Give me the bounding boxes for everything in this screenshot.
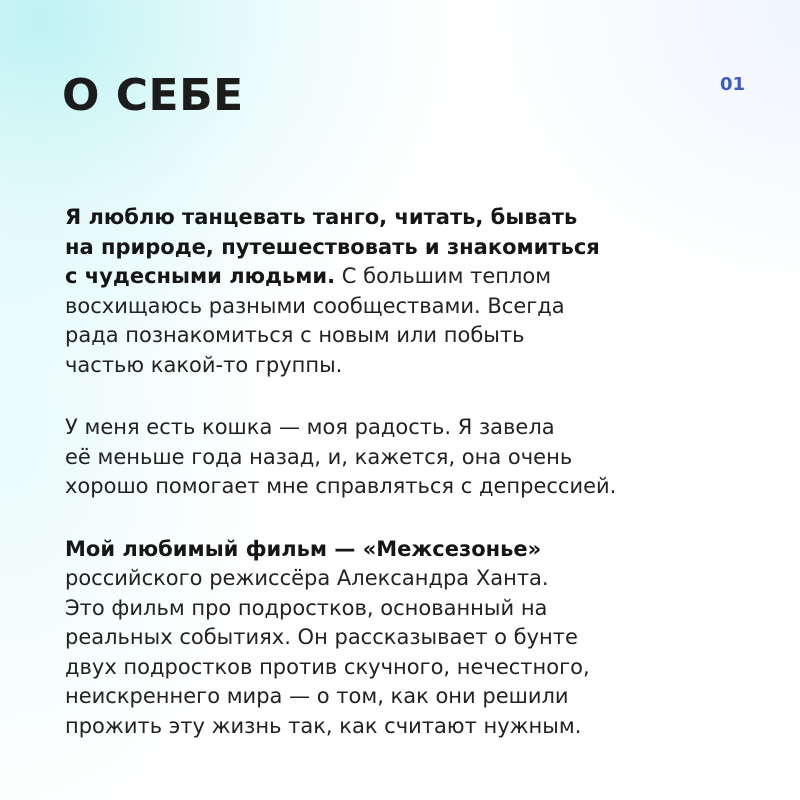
regular-text: неискреннего мира — о том, как они решили [65,684,569,708]
text-line [65,262,765,292]
regular-text: двух подростков против скучного, нечестного, [65,654,590,679]
regular-text: С большим теплом [335,264,552,288]
text-line [65,682,765,712]
regular-text: прожить эту жизнь так, как считают нужным. [65,713,582,738]
regular-text: российского режиссёра Александра Ханта. [65,566,549,590]
bold-text: с чудесными людьми. [65,264,336,288]
text-line [65,351,765,381]
about-text [65,203,765,774]
text-line [65,233,765,263]
text-line [65,653,765,683]
regular-text: реальных событиях. Он рассказывает о бунте [65,625,578,649]
text-line [65,564,765,594]
text-line [65,712,765,742]
bold-text: Я люблю танцевать танго, читать, бывать [65,205,578,229]
regular-text: У меня есть кошка — моя радость. Я завела [65,415,555,439]
page-number: 01 [719,74,745,95]
regular-text: Это фильм про подростков, основанный на [65,595,548,620]
paragraph-cat [65,413,765,502]
text-line [65,321,765,351]
bold-text: на природе, путешествовать и знакомиться [65,234,600,259]
text-line [65,472,765,502]
text-line [65,443,765,473]
text-line [65,535,765,565]
regular-text: рада познакомиться с новым или побыть [65,323,525,347]
regular-text: восхищаюсь разными сообществами. Всегда [65,293,565,318]
regular-text: хорошо помогает мне справляться с депрессией. [65,474,617,498]
regular-text: частью какой-то группы. [65,352,343,377]
page-title: О СЕБЕ [62,70,244,121]
text-line [65,203,765,233]
paragraph-hobbies [65,203,765,380]
regular-text: её меньше года назад, и, кажется, она очень [65,444,573,469]
text-line [65,413,765,443]
paragraph-film [65,535,765,742]
text-line [65,292,765,322]
bold-text: Мой любимый фильм — «Межсезонье» [65,536,542,561]
text-line [65,594,765,624]
text-line [65,623,765,653]
